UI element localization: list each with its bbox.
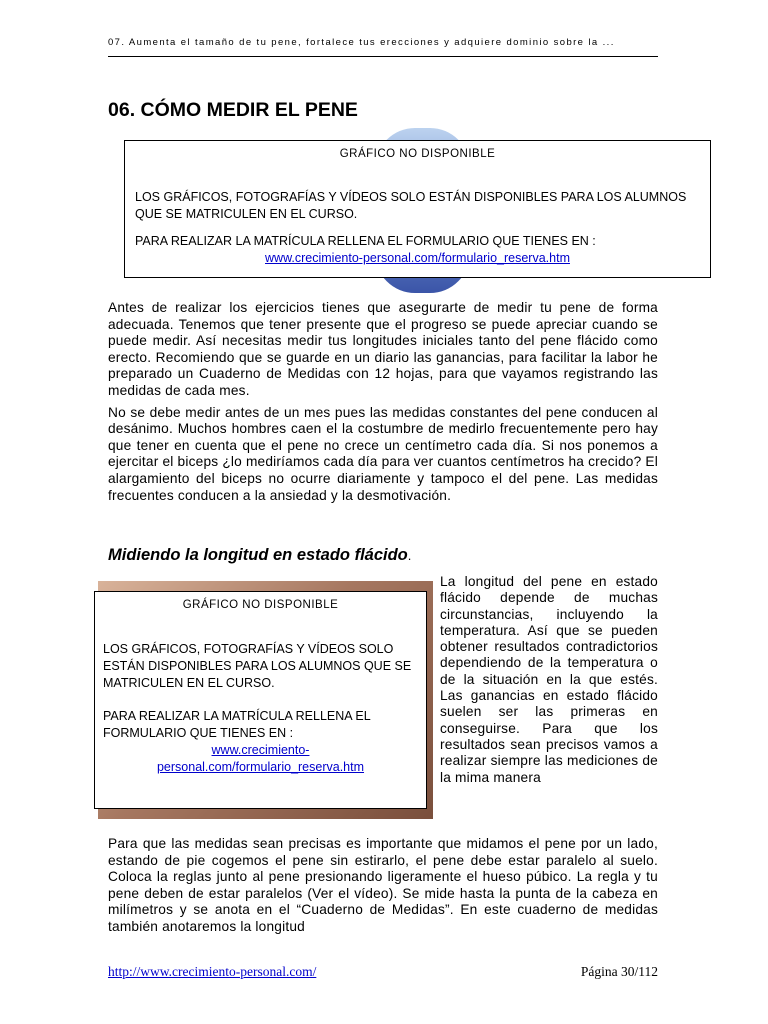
subheading: Midiendo la longitud en estado flácido.	[108, 546, 412, 564]
footer-website-link[interactable]: http://www.crecimiento-personal.com/	[108, 964, 317, 979]
form-link-continued[interactable]: personal.com/formulario_reserva.htm	[156, 760, 365, 774]
form-link[interactable]: www.crecimiento-personal.com/formulario_reserva.htm	[265, 251, 570, 265]
paragraph: Antes de realizar los ejercicios tienes que asegurarte de medir tu pene de forma adecuada. Tenemos que tener presente que el progreso se puede apreciar cuando se puede medir. Así necesitas medir tus longitudes iniciales tanto del pene flácido como erecto. Recomiendo que se guarde en un diario las ganancias, para facilitar la labor he preparado un Cuaderno de Medidas con 12 hojas, para que vayamos registrando las medidas de cada mes.	[108, 300, 658, 398]
graphic-unavailable-notice	[124, 140, 711, 278]
graphic-unavailable-notice-2	[94, 591, 427, 809]
notice-instructions: PARA REALIZAR LA MATRÍCULA RELLENA EL FORMULARIO QUE TIENES EN :	[103, 709, 371, 740]
header-rule	[108, 56, 658, 57]
page-number: Página 30/112	[580, 964, 658, 979]
notice-caption: GRÁFICO NO DISPONIBLE	[182, 599, 339, 611]
notice-text: LOS GRÁFICOS, FOTOGRAFÍAS Y VÍDEOS SOLO ESTÁN DISPONIBLES PARA LOS ALUMNOS QUE SE MATRICULEN EN EL CURSO.	[103, 642, 412, 690]
intro-text	[108, 300, 658, 504]
paragraph: No se debe medir antes de un mes pues las medidas constantes del pene conducen al desánimo. Muchos hombres caen el la costumbre de medirlo frecuentemente pero hay que tener en cuenta que el pene no crece un centímetro cada día. Si nos ponemos a ejercitar el biceps ¿lo mediríamos cada día para ver cuantos centímetros ha crecido? El alargamiento del biceps no ocurre diariamente y tampoco el del pene. Las medidas frecuentes conducen a la ansiedad y la desmotivación.	[108, 404, 658, 503]
running-header: 07. Aumenta el tamaño de tu pene, fortalece tus erecciones y adquiere dominio sobre la ...	[108, 37, 615, 48]
notice-text: LOS GRÁFICOS, FOTOGRAFÍAS Y VÍDEOS SOLO ESTÁN DISPONIBLES PARA LOS ALUMNOS QUE SE MATRICULEN EN EL CURSO.	[135, 190, 687, 221]
notice-caption: GRÁFICO NO DISPONIBLE	[339, 148, 496, 160]
section-title: 06. CÓMO MEDIR EL PENE	[108, 99, 358, 121]
measurement-text: Para que las medidas sean precisas es importante que midamos el pene por un lado, estando de pie cogemos el pene sin estirarlo, el pene debe estar paralelo al suelo. Coloca la reglas junto al pene presionando ligeramente el hueso púbico. La regla y tu pene deben de estar paralelos (Ver el vídeo). Se mide hasta la punta de la cabeza en milímetros y se anota en el “Cuaderno de Medidas”. En este cuaderno de medidas también anotaremos la longitud	[108, 836, 658, 934]
notice-instructions: PARA REALIZAR LA MATRÍCULA RELLENA EL FORMULARIO QUE TIENES EN :	[135, 234, 596, 248]
side-column-text: La longitud del pene en estado flácido depende de muchas circunstancias, incluyendo la temperatura. Así que se pueden obtener resultados contradictorios dependiendo de la temperatura o de la situación en la que estés. Las ganancias en estado flácido suelen ser las primeras en conseguirse. Para que los resultados sean precisos vamos a realizar siempre las mediciones de la mima manera	[440, 574, 658, 785]
form-link[interactable]: www.crecimiento-	[211, 743, 310, 757]
